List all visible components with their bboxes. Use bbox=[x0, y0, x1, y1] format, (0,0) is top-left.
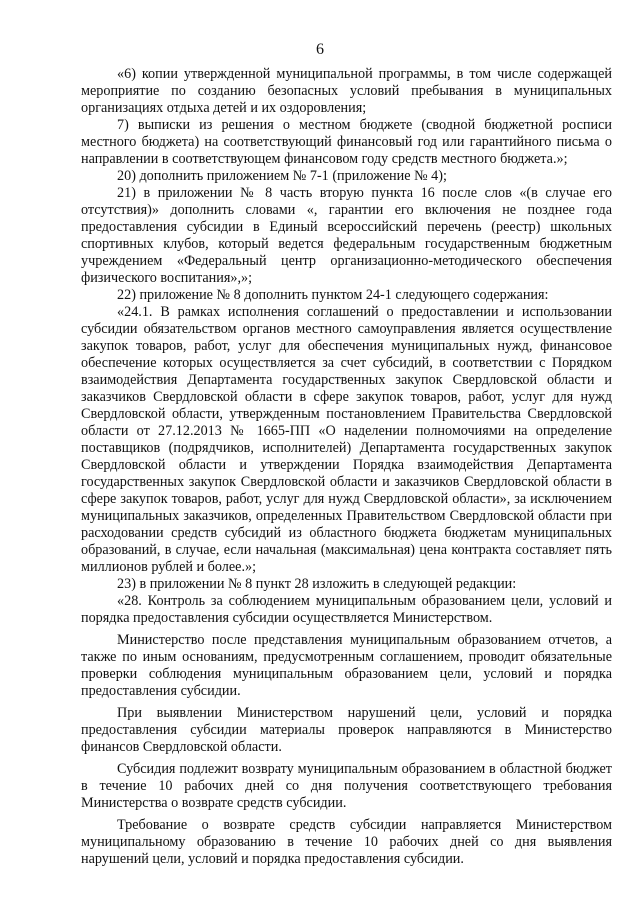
page-number: 6 bbox=[316, 41, 324, 58]
document-body bbox=[81, 66, 612, 868]
paragraph-item-22: 22) приложение № 8 дополнить пунктом 24-1 следующего содержания: bbox=[117, 287, 549, 303]
paragraph-return-requirement: Требование о возврате средств субсидии направляется Министерством муниципальному образованию в течение 10 рабочих дней со дня выявления нарушений цели, условий и порядка предоставления субсидии. bbox=[81, 817, 612, 867]
paragraph-item-6: «6) копии утвержденной муниципальной программы, в том числе содержащей мероприятие по созданию безопасных условий пребывания в муниципальных организациях отдыха детей и их оздоровления; bbox=[81, 66, 612, 116]
paragraph-clause-28: «28. Контроль за соблюдением муниципальным образованием цели, условий и порядка предоставления субсидии осуществляется Министерством. bbox=[81, 593, 612, 626]
paragraph-clause-24-1: «24.1. В рамках исполнения соглашений о предоставлении и использовании субсидии обязательством органов местного самоуправления является осуществление закупок товаров, работ, услуг для обеспечения муниципальных нужд, финансовое обеспечение которых осуществляется за счет субсидий, в соответствии с Порядком взаимодействия Департамента государственных закупок Свердловской области и заказчиков Свердловской области в сфере закупок товаров, работ, услуг для нужд Свердловской области, утвержденным постановлением Правительства Свердловской области от 27.12.2013 № 1665-ПП «О наделении полномочиями на определение поставщиков (подрядчиков, исполнителей) Департамента государственных закупок Свердловской области и утверждении Порядка взаимодействия Департамента государственных закупок Свердловской области и заказчиков Свердловской области в сфере закупок товаров, работ, услуг для нужд Свердловской области», за исключением муниципальных заказчиков, определенных Правительством Свердловской области при расходовании средств субсидий из областного бюджета бюджетам муниципальных образований, в случае, если начальная (максимальная) цена контракта составляет пять миллионов рублей и более.»; bbox=[81, 304, 612, 575]
paragraph-ministry-inspections: Министерство после представления муниципальным образованием отчетов, а также по иным основаниям, предусмотренным соглашением, проводит обязательные проверки соблюдения муниципальным образованием цели, условий и порядка предоставления субсидии. bbox=[81, 632, 612, 699]
paragraph-subsidy-return: Субсидия подлежит возврату муниципальным образованием в областной бюджет в течение 10 рабочих дней со дня получения соответствующего требования Министерства о возврате средств субсидии. bbox=[81, 761, 612, 811]
paragraph-item-7: 7) выписки из решения о местном бюджете (сводной бюджетной росписи местного бюджета) на соответствующий финансовый год или гарантийного письма о направлении в соответствующем финансовом году средств местного бюджета.»; bbox=[81, 117, 612, 167]
paragraph-item-21: 21) в приложении № 8 часть вторую пункта 16 после слов «(в случае его отсутствия)» дополнить словами «, гарантии его включения не позднее года предоставления субсидии в Единый всероссийский перечень (реестр) школьных спортивных клубов, который ведется федеральным государственным бюджетным учреждением «Федеральный центр организационно-методического обеспечения физического воспитания»,»; bbox=[81, 185, 612, 286]
paragraph-violations: При выявлении Министерством нарушений цели, условий и порядка предоставления субсидии материалы проверок направляются в Министерство финансов Свердловской области. bbox=[81, 705, 612, 755]
paragraph-item-23: 23) в приложении № 8 пункт 28 изложить в следующей редакции: bbox=[117, 576, 517, 592]
paragraph-item-20: 20) дополнить приложением № 7-1 (приложение № 4); bbox=[117, 168, 447, 184]
